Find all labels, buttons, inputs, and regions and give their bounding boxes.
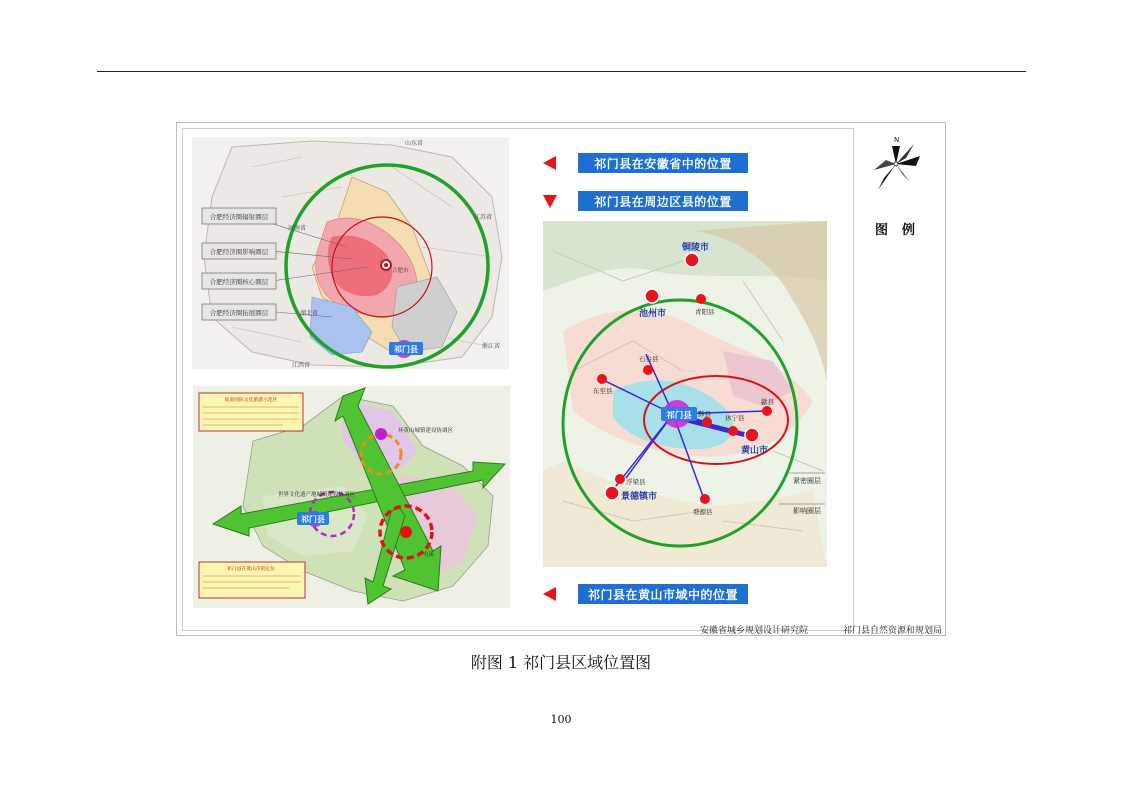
svg-text:黄山市: 黄山市 xyxy=(741,446,769,456)
legend-item-radiation: 合肥经济圈辐射圈层 xyxy=(209,213,269,221)
banner-huangshan: 祁门县在黄山市域中的位置 xyxy=(578,584,748,604)
zone-label-tunxi: 屯溪 xyxy=(423,552,435,558)
svg-text:铜陵市: 铜陵市 xyxy=(682,243,710,253)
arrow-left-icon xyxy=(543,156,556,170)
label-hefei: 合肥市 xyxy=(392,268,409,274)
svg-text:歙县: 歙县 xyxy=(761,398,774,406)
legend-item-influence: 合肥经济圈影响圈层 xyxy=(209,248,269,256)
svg-text:东至县: 东至县 xyxy=(593,387,613,395)
ring-label-influence: 影响圈层 xyxy=(793,507,821,515)
svg-text:祁门县: 祁门县 xyxy=(666,411,692,421)
ring-label-tight: 紧密圈层 xyxy=(793,477,821,485)
svg-text:青阳县: 青阳县 xyxy=(695,308,715,316)
svg-text:祁门县在黄山市的定位: 祁门县在黄山市的定位 xyxy=(227,567,275,572)
compass-rose-icon xyxy=(870,134,922,194)
legend-item-core: 合肥经济圈核心圈层 xyxy=(209,278,269,286)
credit-planning-bureau: 祁门县自然资源和规划局 xyxy=(843,626,943,636)
qimen-label-map2: 祁门县 xyxy=(301,515,325,524)
qimen-label-map1: 祁门县 xyxy=(394,345,418,354)
legend-title: 图例 xyxy=(875,223,930,238)
legend-item-expansion: 合肥经济圈拓展圈层 xyxy=(209,309,269,317)
header-rule xyxy=(97,71,1026,72)
label-hubei: 湖北省 xyxy=(300,310,319,317)
label-zhejiang-south: 江西省 xyxy=(292,362,311,369)
label-henan: 河南省 xyxy=(288,225,307,232)
figure-caption: 附图 1 祁门县区域位置图 xyxy=(470,653,652,672)
banner-anhui: 祁门县在安徽省中的位置 xyxy=(578,153,748,173)
svg-text:休宁县: 休宁县 xyxy=(725,414,745,422)
svg-text:皖南国际文化旅游示范区: 皖南国际文化旅游示范区 xyxy=(224,398,278,403)
surrounding-counties-map xyxy=(543,221,827,567)
label-zhejiang: 浙江省 xyxy=(482,343,501,350)
page-number: 100 xyxy=(550,713,572,726)
banner-surrounding: 祁门县在周边区县的位置 xyxy=(578,191,748,211)
credit-design-institute: 安徽省城乡规划设计研究院 xyxy=(700,626,809,636)
svg-text:浮梁县: 浮梁县 xyxy=(626,478,646,486)
note-box-bottom xyxy=(199,562,305,598)
svg-text:景德镇市: 景德镇市 xyxy=(621,492,658,502)
label-jiangsu: 江苏省 xyxy=(474,214,493,221)
arrow-down-icon xyxy=(543,195,557,208)
anhui-province-map xyxy=(192,137,509,369)
zone-label-huangshan: 环黄山城镇建设协调区 xyxy=(398,428,454,434)
svg-text:黟县: 黟县 xyxy=(698,410,711,418)
zone-label-heritage: 世界文化遗产地城镇建设协调区 xyxy=(278,492,356,498)
svg-text:N: N xyxy=(894,136,900,144)
svg-text:石台县: 石台县 xyxy=(639,355,659,363)
note-box-top xyxy=(199,393,303,431)
arrow-left-icon xyxy=(543,587,556,601)
svg-text:婺源县: 婺源县 xyxy=(693,508,713,516)
huangshan-development-map xyxy=(193,386,510,608)
label-shandong: 山东省 xyxy=(405,140,424,147)
svg-text:池州市: 池州市 xyxy=(639,309,667,319)
